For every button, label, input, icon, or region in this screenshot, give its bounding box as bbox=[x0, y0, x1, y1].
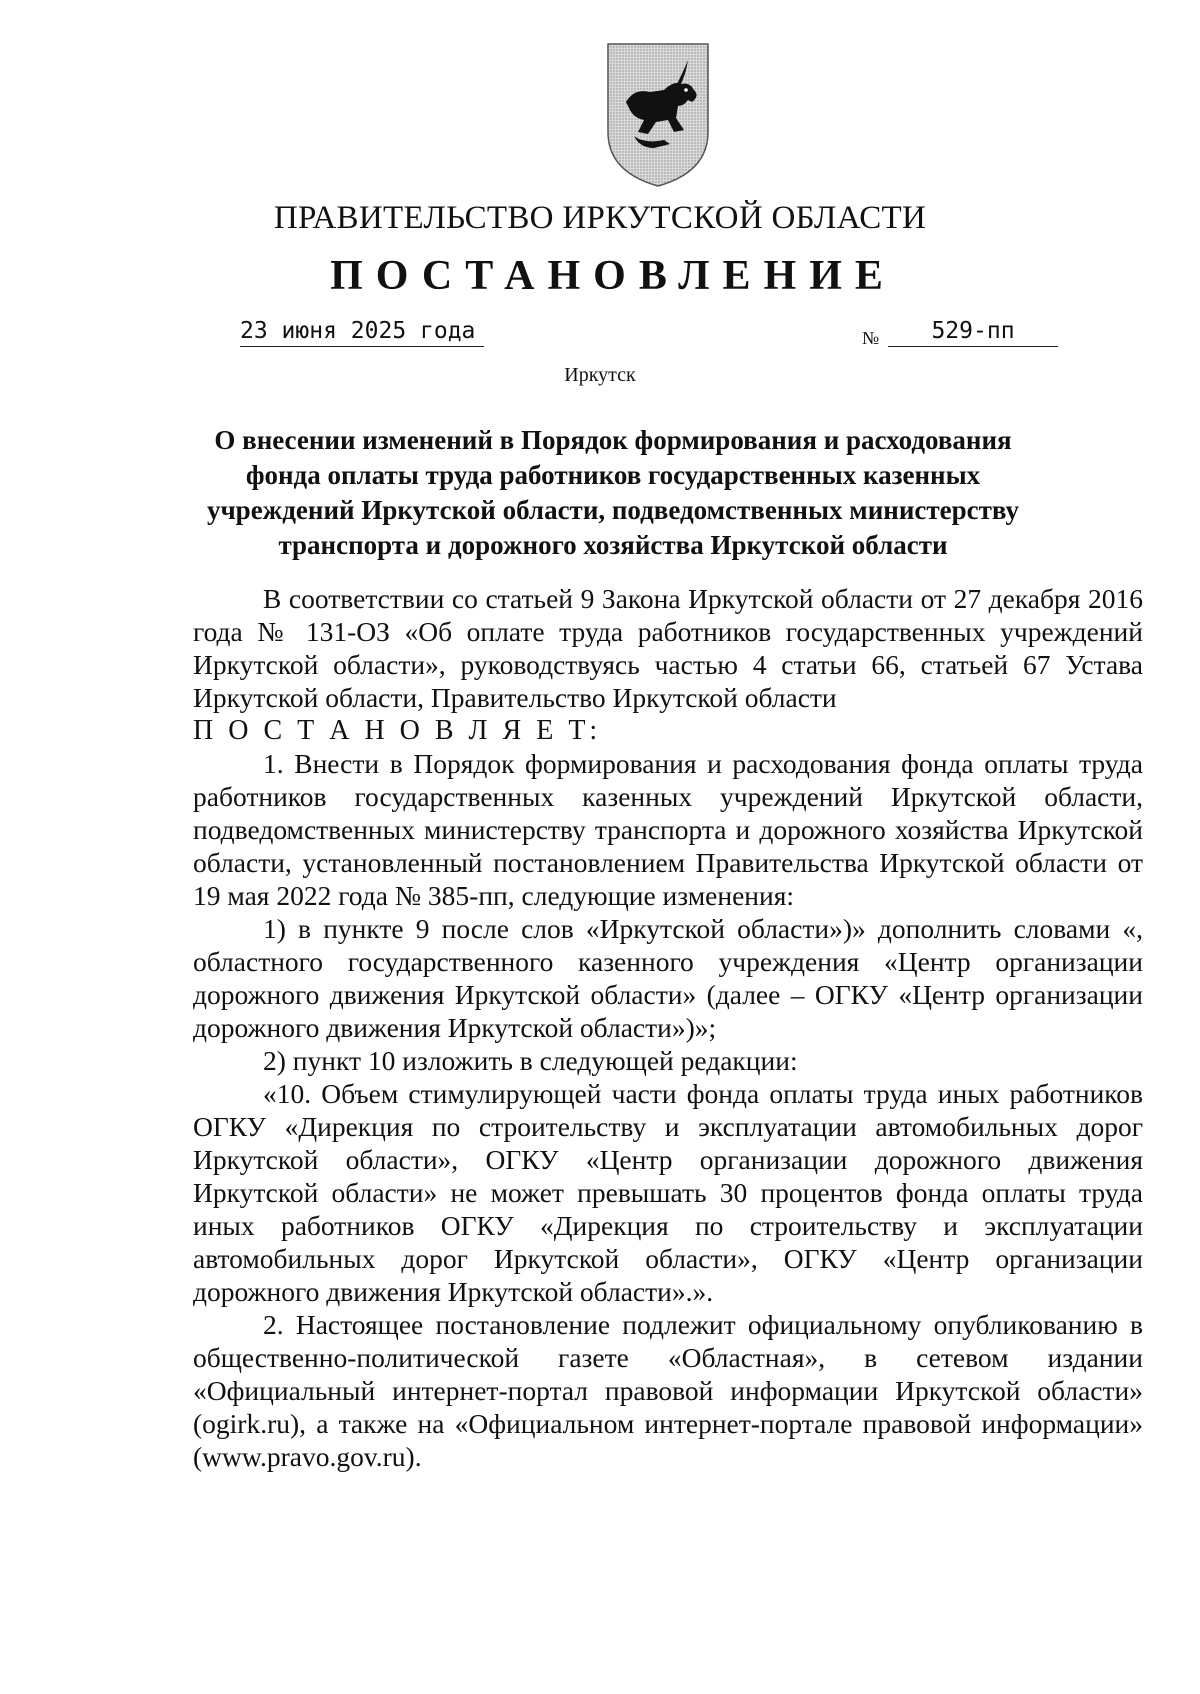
decree-number: 529-пп bbox=[888, 318, 1058, 347]
coat-of-arms-icon bbox=[604, 40, 712, 188]
document-title: О внесении изменений в Порядок формирования и расходования фонда оплаты труда работников государственных казенных учреждений Иркутской области, подведомственных министерству транспорта и дорожного хозяйства Иркутской области bbox=[206, 425, 1020, 560]
item-2-paragraph: 2. Настоящее постановление подлежит официальному опубликованию в общественно-политической газете «Областная», в сетевом издании «Официальный интернет-портал правовой информации Иркутской области» (ogirk.ru), а также на «Официальном интернет-портале правовой информации» (www.pravo.gov.ru). bbox=[193, 1309, 1143, 1472]
preamble-paragraph: В соответствии со статьей 9 Закона Иркутской области от 27 декабря 2016 года № 131-ОЗ «Об оплате труда работников государственных учреждений Иркутской области», руководствуясь частью 4 статьи 66, статьей 67 Устава Иркутской области, Правительство Иркутской области bbox=[193, 583, 1143, 713]
decree-date: 23 июня 2025 года bbox=[240, 318, 484, 347]
resolves-line: П О С Т А Н О В Л Я Е Т: bbox=[193, 715, 602, 746]
item-1-1-paragraph: 1) в пункте 9 после слов «Иркутской области»)» дополнить словами «, областного государственного казенного учреждения «Центр организации дорожного движения Иркутской области» (далее – ОГКУ «Центр организации дорожного движения Иркутской области»)»; bbox=[193, 913, 1143, 1043]
government-name: ПРАВИТЕЛЬСТВО ИРКУТСКОЙ ОБЛАСТИ bbox=[273, 200, 927, 236]
item-1-2-text-paragraph: «10. Объем стимулирующей части фонда оплаты труда иных работников ОГКУ «Дирекция по строительству и эксплуатации автомобильных дорог Иркутской области», ОГКУ «Центр организации дорожного движения Иркутской области» не может превышать 30 процентов фонда оплаты труда иных работников ОГКУ «Дирекция по строительству и эксплуатации автомобильных дорог Иркутской области», ОГКУ «Центр организации дорожного движения Иркутской области».». bbox=[193, 1078, 1143, 1307]
document-type: ПОСТАНОВЛЕНИЕ bbox=[330, 253, 896, 299]
item-1-2-paragraph: 2) пункт 10 изложить в следующей редакции: bbox=[263, 1045, 798, 1076]
number-sign: № bbox=[862, 328, 880, 348]
city-name: Иркутск bbox=[564, 364, 636, 386]
document-body bbox=[193, 582, 1143, 1473]
item-1-paragraph: 1. Внести в Порядок формирования и расходования фонда оплаты труда работников государственных казенных учреждений Иркутской области, подведомственных министерству транспорта и дорожного хозяйства Иркутской области, установленный постановлением Правительства Иркутской области от 19 мая 2022 года № 385-пп, следующие изменения: bbox=[193, 748, 1143, 911]
